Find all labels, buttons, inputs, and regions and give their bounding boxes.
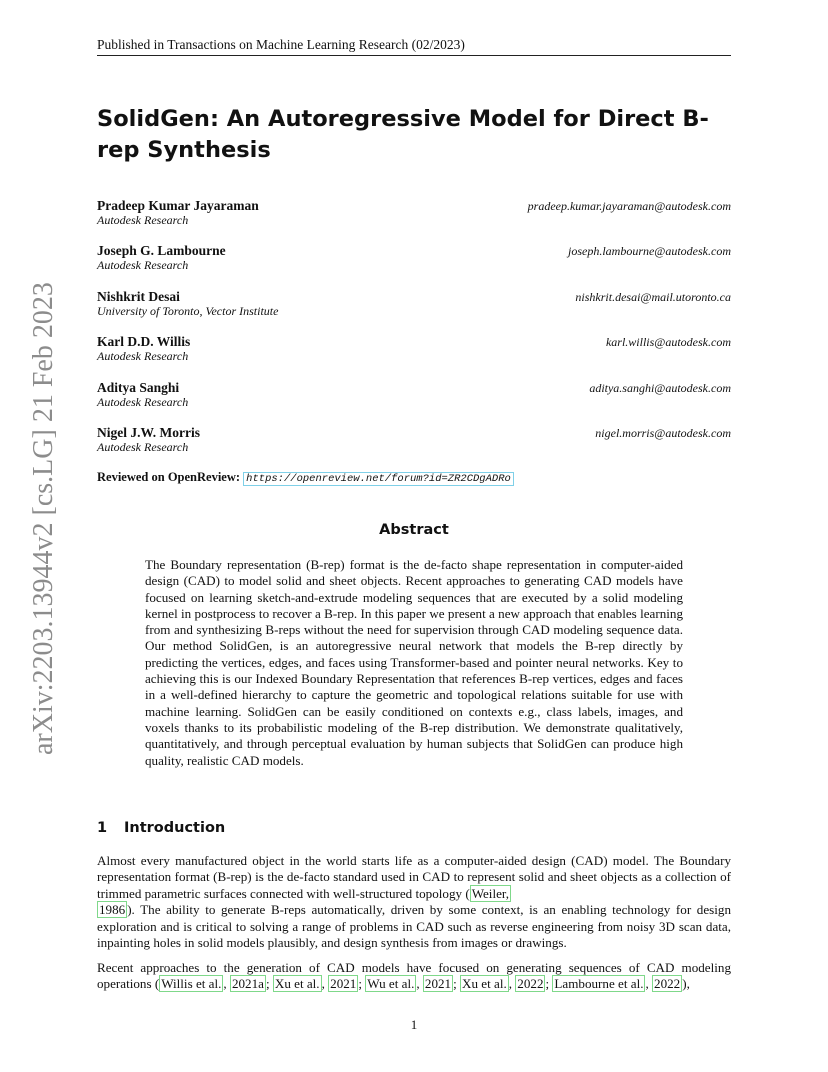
citation-link[interactable]: 2021	[330, 976, 357, 992]
citation-link[interactable]: 2022	[517, 976, 544, 992]
citation-link[interactable]: Weiler,	[471, 885, 510, 901]
author-name: Karl D.D. Willis	[97, 334, 191, 349]
citation-link[interactable]: 1986	[99, 902, 126, 918]
citation-link[interactable]: 2021a	[231, 976, 264, 992]
author-email[interactable]: nigel.morris@autodesk.com	[595, 426, 731, 440]
author-block	[97, 243, 731, 279]
citation-link[interactable]: Xu et al.	[274, 976, 320, 992]
arxiv-watermark: arXiv:2203.13944v2 [cs.LG] 21 Feb 2023	[28, 282, 59, 755]
citation-link[interactable]: Willis et al.	[161, 976, 222, 992]
author-block	[97, 425, 731, 461]
author-affiliation: Autodesk Research	[97, 349, 189, 363]
paragraph-text: Recent approaches to the generation of CAD models have focused on generating sequences of CAD modeling operations (	[97, 960, 731, 992]
abstract-text: The Boundary representation (B-rep) format is the de-facto shape representation in computer-aided design (CAD) to model solid and sheet objects. Recent approaches to generating CAD models have focused on learning sketch-and-extrude modeling sequences that are executed by a solid modeling kernel in postprocess to recover a B-rep. In this paper we present a new approach that enables learning from and synthesizing B-reps without the need for supervision through CAD modeling sequence data. Our method SolidGen, is an autoregressive neural network that models the B-rep directly by predicting the vertices, edges, and faces using Transformer-based and pointer neural networks. Key to achieving this is our Indexed Boundary Representation that references B-rep vertices, edges and faces in a well-defined hierarchy to capture the geometric and topological relations suitable for use with machine learning. SolidGen can be easily conditioned on contexts e.g., class labels, images, and voxels thanks to its probabilistic modeling of the B-rep distribution. We demonstrate qualitatively, quantitatively, and through perceptual evaluation by human subjects that SolidGen can produce high quality, realistic CAD models.	[145, 557, 683, 768]
paragraph-text: ). The ability to generate B-reps automatically, driven by some context, is an enabling technology for design exploration and is critical to solving a range of problems in CAD such as reverse engineering from noisy 3D scan data, inpainting holes in solid models plausibly, and design synthesis from images or drawings.	[97, 902, 731, 951]
section-number: 1	[97, 820, 108, 836]
citation-link[interactable]: 2021	[424, 976, 452, 992]
author-affiliation: University of Toronto, Vector Institute	[97, 304, 279, 318]
author-affiliation: Autodesk Research	[97, 258, 189, 272]
author-email[interactable]: pradeep.kumar.jayaraman@autodesk.com	[527, 199, 731, 213]
paragraph-text: Almost every manufactured object in the world starts life as a computer-aided design (CAD) model. The Boundary representation format (B-rep) is the de-facto standard used in CAD to represent solid and sheet objects as a collection of trimmed parametric surfaces connected with well-structured topology (	[97, 853, 731, 901]
author-block	[97, 198, 731, 234]
citation-link[interactable]: 2022	[654, 976, 681, 992]
author-name: Joseph G. Lambourne	[97, 243, 226, 258]
author-affiliation: Autodesk Research	[97, 395, 189, 409]
author-affiliation: Autodesk Research	[97, 440, 189, 454]
author-name: Aditya Sanghi	[97, 380, 180, 395]
intro-paragraph-2: Recent approaches to the generation of CAD models have focused on generating sequences of CAD modeling operations ( Willis et al. , 2021a ; Xu et al. , 2021 ; Wu et al. , 2021 ; Xu et al. , 2022 ; Lambourne et al. , 2022 ),	[97, 960, 731, 992]
header-rule	[97, 55, 731, 56]
paragraph-text: ),	[682, 976, 690, 992]
page-number: 1	[410, 1017, 418, 1032]
abstract-heading: Abstract	[379, 522, 449, 538]
author-email[interactable]: nishkrit.desai@mail.utoronto.ca	[575, 290, 731, 304]
citation-link[interactable]: Lambourne et al.	[554, 976, 644, 992]
review-line	[97, 470, 514, 485]
author-email[interactable]: karl.willis@autodesk.com	[605, 335, 731, 349]
section-title: Introduction	[124, 820, 226, 836]
journal-header: Published in Transactions on Machine Learning Research (02/2023)	[97, 37, 465, 52]
author-name: Nishkrit Desai	[97, 289, 180, 304]
author-block	[97, 380, 731, 416]
review-label: Reviewed on OpenReview:	[97, 470, 241, 484]
section-heading	[97, 820, 225, 836]
citation-link[interactable]: Wu et al.	[367, 976, 415, 992]
author-email[interactable]: aditya.sanghi@autodesk.com	[589, 381, 731, 395]
author-block	[97, 334, 731, 370]
author-affiliation: Autodesk Research	[97, 213, 189, 227]
author-name: Nigel J.W. Morris	[97, 425, 200, 440]
author-email[interactable]: joseph.lambourne@autodesk.com	[567, 244, 731, 258]
paper-title: SolidGen: An Autoregressive Model for Direct B-rep Synthesis	[97, 106, 709, 163]
author-name: Pradeep Kumar Jayaraman	[97, 198, 259, 213]
openreview-link[interactable]: https://openreview.net/forum?id=ZR2CDgADRo	[243, 472, 514, 486]
citation-link[interactable]: Xu et al.	[462, 976, 507, 992]
intro-paragraph-1	[97, 853, 731, 951]
author-block	[97, 289, 731, 325]
